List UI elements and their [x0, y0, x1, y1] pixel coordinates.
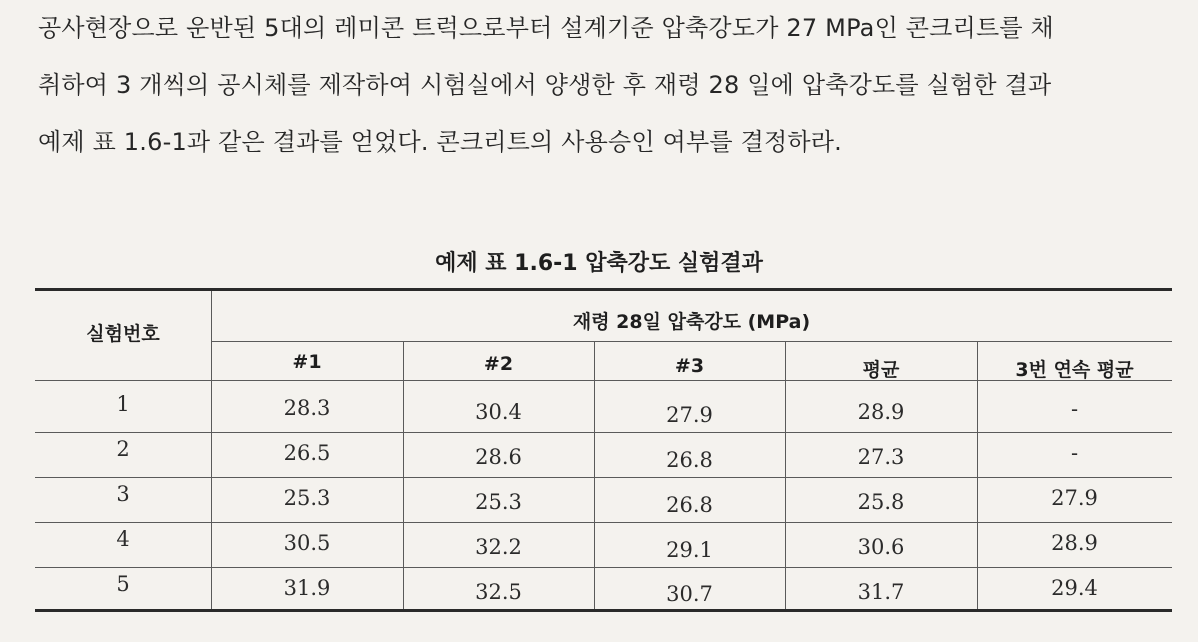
- table-cell: -: [1070, 397, 1079, 421]
- row-rule: [35, 522, 1172, 523]
- table-cell: 28.9: [1051, 531, 1098, 555]
- table-cell: 28.9: [857, 400, 905, 424]
- table-cell: -: [1070, 441, 1079, 465]
- table-cell: 32.5: [475, 580, 522, 604]
- column-divider: [594, 342, 595, 609]
- column-divider: [977, 342, 978, 609]
- table-cell: 28.6: [475, 445, 522, 469]
- table-cell: 26.8: [666, 493, 713, 517]
- table-cell: 28.3: [283, 396, 331, 420]
- table-cell: 25.8: [857, 490, 905, 514]
- table-cell: 27.3: [857, 445, 905, 469]
- column-header: #3: [674, 355, 705, 377]
- table-cell: 31.9: [283, 576, 331, 600]
- problem-line: 공사현장으로 운반된 5대의 레미콘 트럭으로부터 설계기준 압축강도가 27 MPa인 콘크리트를 채: [38, 14, 1054, 42]
- problem-statement: [38, 14, 1178, 185]
- row-number: 1: [116, 392, 130, 416]
- problem-line: 예제 표 1.6-1과 같은 결과를 얻었다. 콘크리트의 사용승인 여부를 결정하라.: [38, 128, 842, 156]
- column-divider: [403, 342, 404, 609]
- table-cell: 27.9: [666, 403, 713, 427]
- row-rule: [35, 567, 1172, 568]
- table-cell: 31.7: [857, 580, 905, 604]
- row-number: 4: [116, 527, 130, 551]
- column-header: #1: [292, 351, 322, 373]
- row-rule: [35, 477, 1172, 478]
- column-header: #2: [483, 353, 514, 375]
- table-cell: 26.5: [283, 441, 331, 465]
- row-number: 2: [116, 437, 130, 461]
- group-header: 재령 28일 압축강도 (MPa): [572, 311, 811, 333]
- table-cell: 30.7: [666, 582, 713, 606]
- table-caption: 예제 표 1.6-1 압축강도 실험결과: [435, 251, 763, 276]
- table-cell: 27.9: [1051, 486, 1098, 510]
- table-top-rule: [35, 288, 1172, 291]
- subheader-rule: [211, 341, 1172, 342]
- table-cell: 30.4: [475, 400, 522, 424]
- table-cell: 30.5: [283, 531, 331, 555]
- row-rule: [35, 432, 1172, 433]
- row-header: 실험번호: [86, 323, 160, 345]
- row-number: 3: [116, 482, 130, 506]
- table-cell: 29.4: [1051, 576, 1098, 600]
- table-cell: 32.2: [475, 535, 522, 559]
- table-cell: 25.3: [475, 490, 522, 514]
- column-header: 3번 연속 평균: [1015, 359, 1134, 381]
- row-number: 5: [116, 572, 130, 596]
- problem-line: 취하여 3 개씩의 공시체를 제작하여 시험실에서 양생한 후 재령 28 일에 압축강도를 실험한 결과: [38, 71, 1052, 99]
- table-bottom-rule: [35, 609, 1172, 612]
- column-divider: [785, 342, 786, 609]
- table-cell: 30.6: [857, 535, 905, 559]
- column-header: 평균: [862, 359, 900, 381]
- table-cell: 25.3: [283, 486, 331, 510]
- table-cell: 29.1: [666, 538, 713, 562]
- table-cell: 26.8: [666, 448, 713, 472]
